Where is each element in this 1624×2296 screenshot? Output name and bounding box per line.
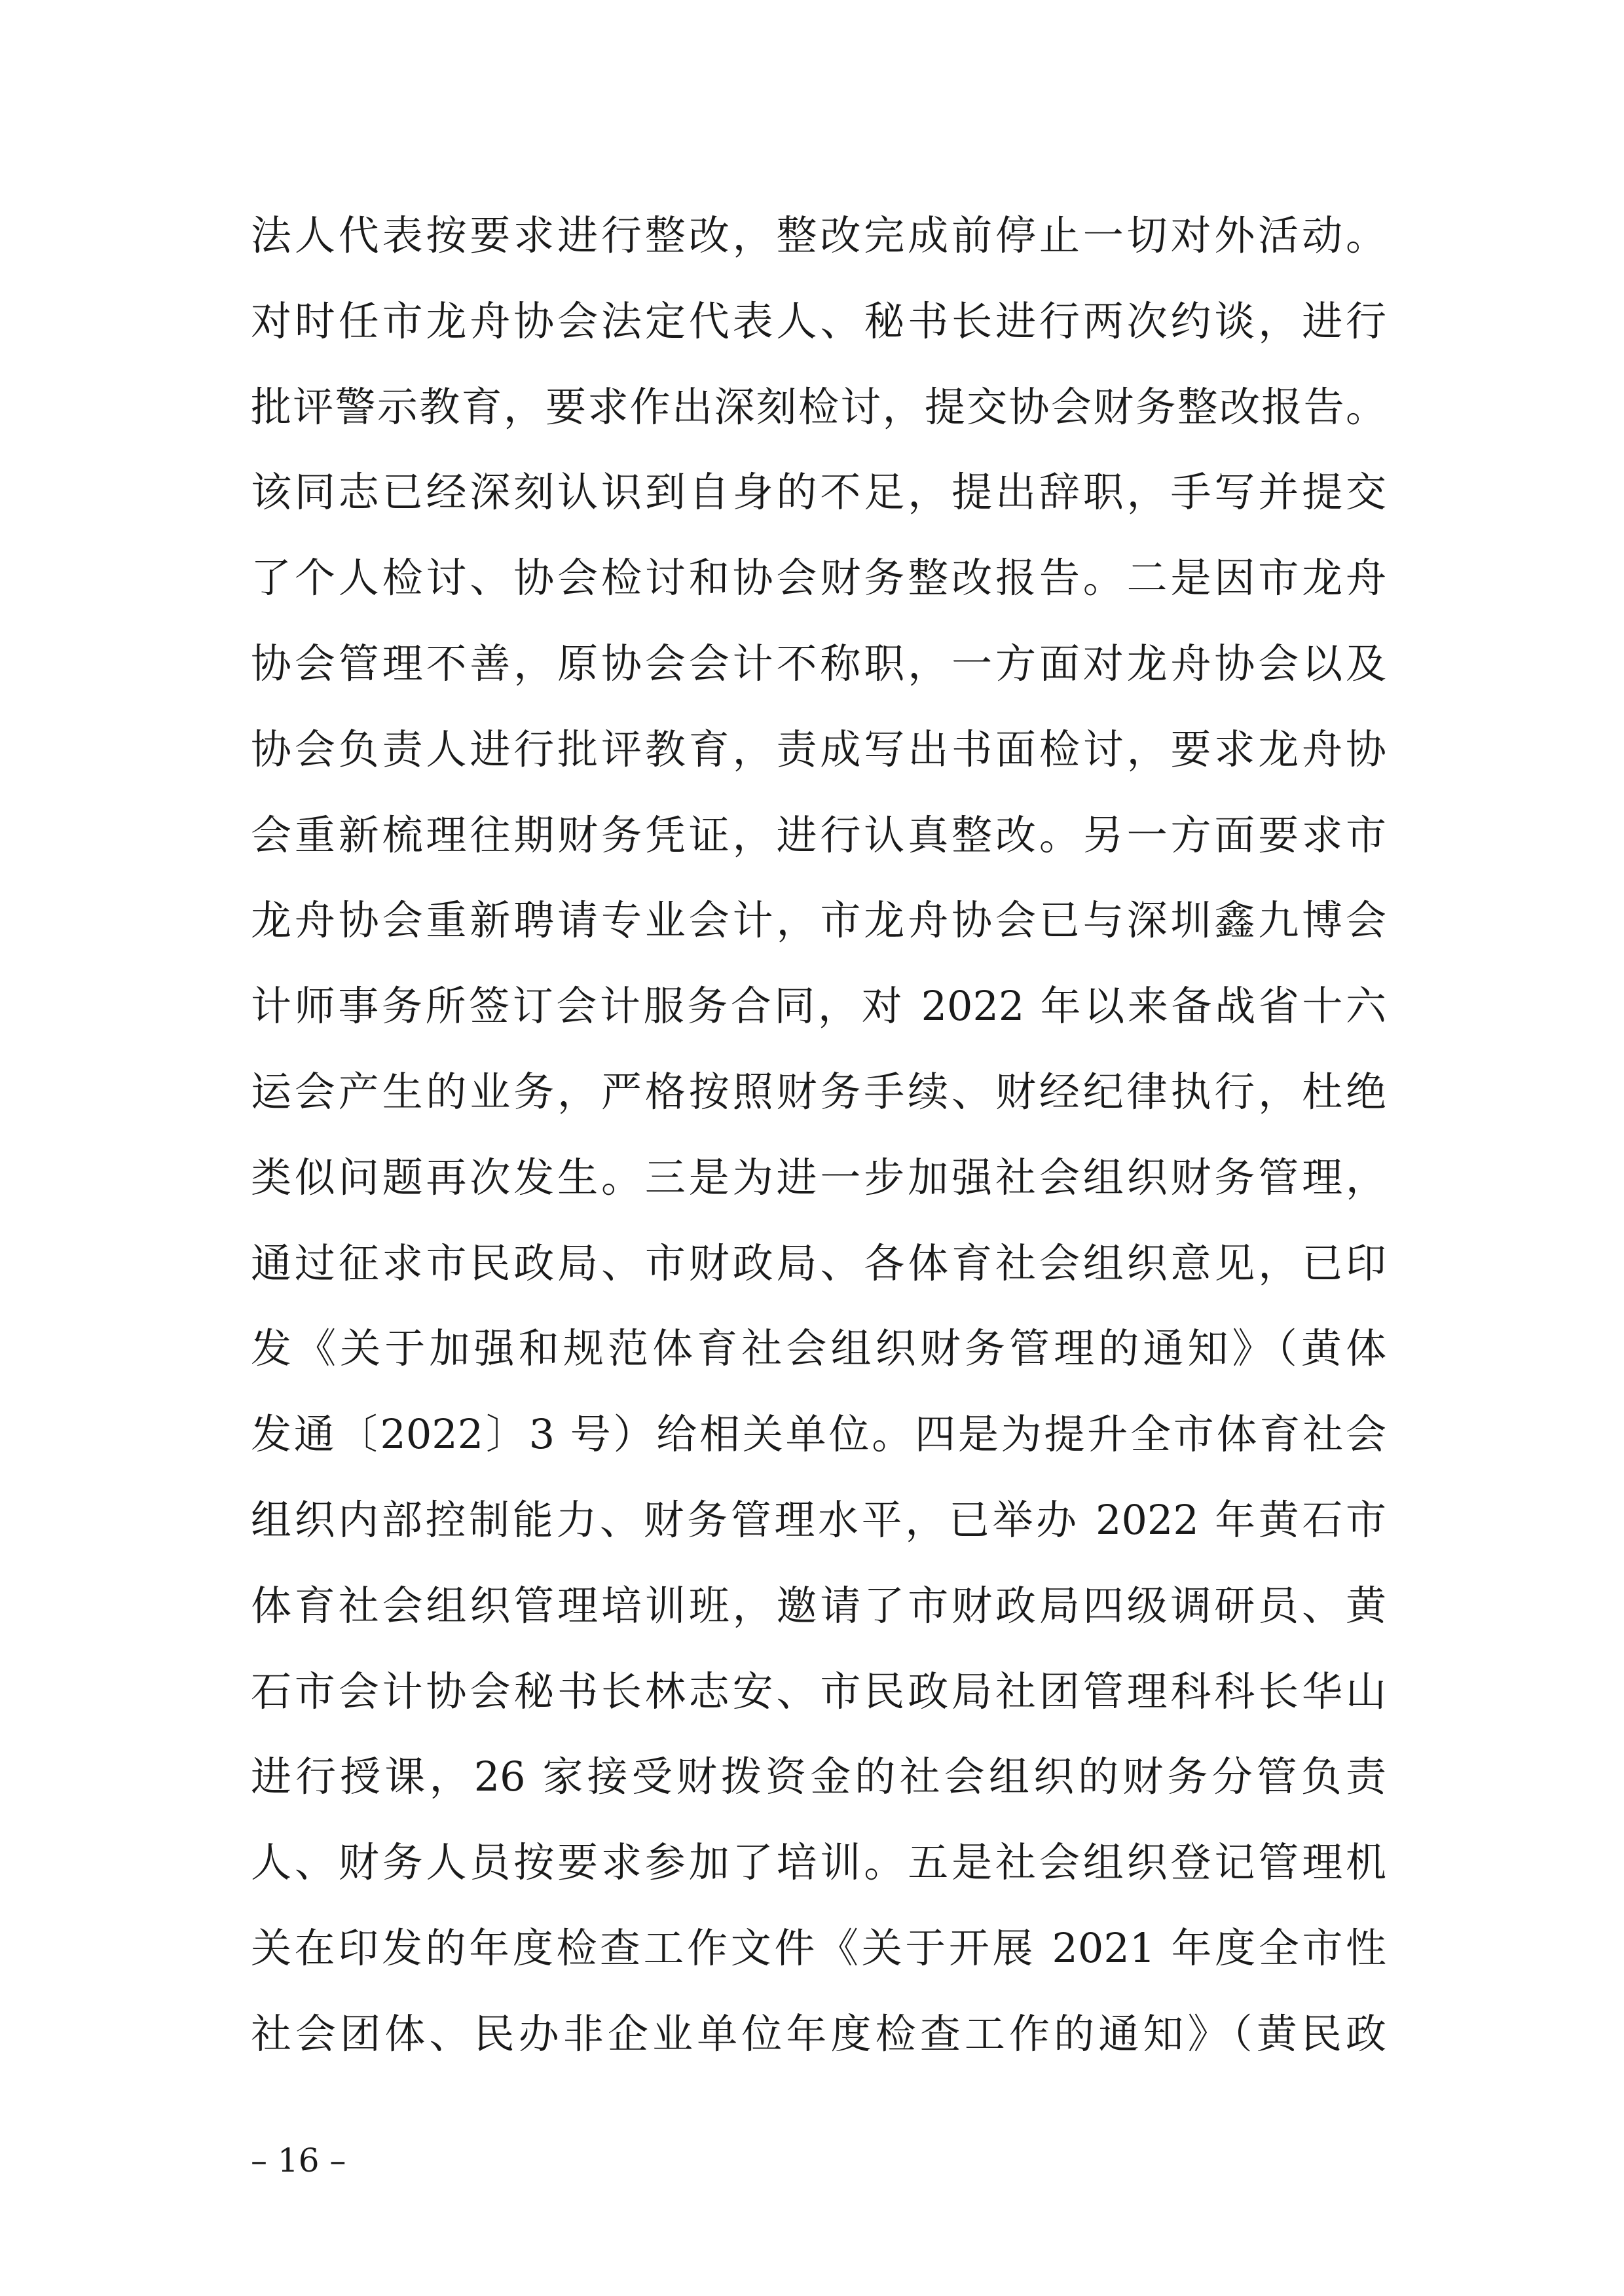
text-line: 体育社会组织管理培训班，邀请了市财政局四级调研员、黄 <box>251 1581 1386 1630</box>
text-line: 协会负责人进行批评教育，责成写出书面检讨，要求龙舟协 <box>251 725 1386 773</box>
text-line: 关在印发的年度检查工作文件《关于开展 2021 年度全市性 <box>251 1923 1386 1972</box>
body-text <box>251 193 1386 2077</box>
text-line: 对时任市龙舟协会法定代表人、秘书长进行两次约谈，进行 <box>251 297 1386 345</box>
text-line: 发通〔2022〕3 号）给相关单位。四是为提升全市体育社会 <box>251 1410 1386 1459</box>
text-line: 组织内部控制能力、财务管理水平，已举办 2022 年黄石市 <box>251 1495 1386 1544</box>
text-line: 类似问题再次发生。三是为进一步加强社会组织财务管理， <box>251 1153 1386 1201</box>
text-line: 会重新梳理往期财务凭证，进行认真整改。另一方面要求市 <box>251 811 1386 859</box>
text-line: 运会产生的业务，严格按照财务手续、财经纪律执行，杜绝 <box>251 1067 1386 1116</box>
text-line: 法人代表按要求进行整改，整改完成前停止一切对外活动。 <box>251 211 1386 259</box>
text-line: 通过征求市民政局、市财政局、各体育社会组织意见，已印 <box>251 1239 1386 1287</box>
text-line: 人、财务人员按要求参加了培训。五是社会组织登记管理机 <box>251 1838 1386 1887</box>
text-line: 协会管理不善，原协会会计不称职，一方面对龙舟协会以及 <box>251 639 1386 687</box>
text-line: 该同志已经深刻认识到自身的不足，提出辞职，手写并提交 <box>251 468 1386 517</box>
text-line: 计师事务所签订会计服务合同，对 2022 年以来备战省十六 <box>251 982 1386 1030</box>
text-line: 社会团体、民办非企业单位年度检查工作的通知》（黄民政 <box>251 2009 1386 2058</box>
text-line: 进行授课，26 家接受财拨资金的社会组织的财务分管负责 <box>251 1753 1386 1801</box>
text-line: 批评警示教育，要求作出深刻检讨，提交协会财务整改报告。 <box>251 382 1386 431</box>
text-line: 石市会计协会秘书长林志安、市民政局社团管理科科长华山 <box>251 1667 1386 1715</box>
page-number: – 16 – <box>251 2141 346 2179</box>
text-line: 了个人检讨、协会检讨和协会财务整改报告。二是因市龙舟 <box>251 554 1386 602</box>
text-line: 发《关于加强和规范体育社会组织财务管理的通知》（黄体 <box>251 1324 1386 1373</box>
text-line: 龙舟协会重新聘请专业会计，市龙舟协会已与深圳鑫九博会 <box>251 896 1386 945</box>
